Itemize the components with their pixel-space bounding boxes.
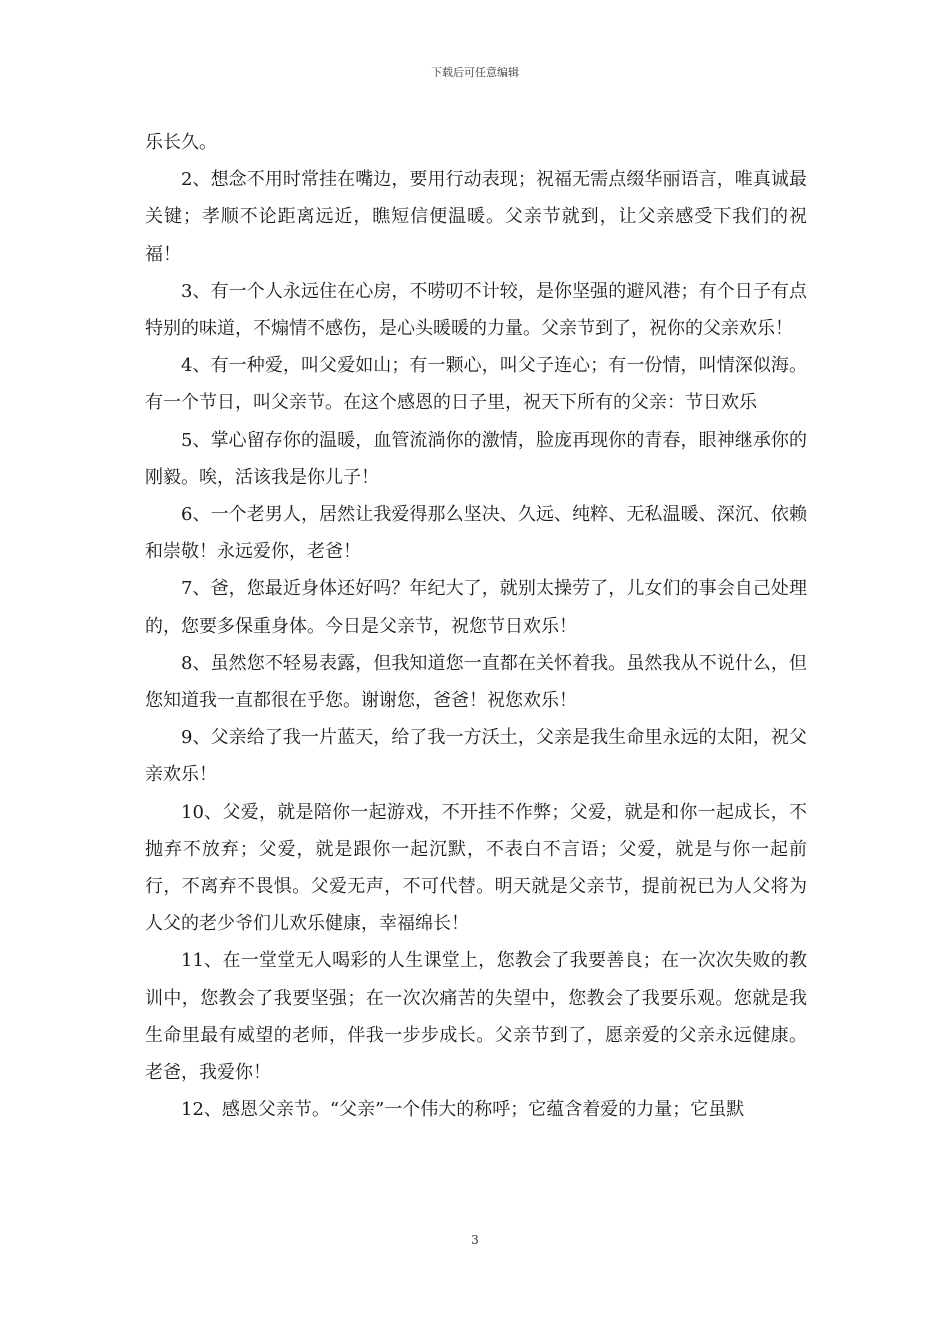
- paragraph-11: 11、在一堂堂无人喝彩的人生课堂上，您教会了我要善良；在一次次失败的教训中，您教会了我要坚强；在一次次痛苦的失望中，您教会了我要乐观。您就是我生命里最有威望的老师，伴我一步步成长。父亲节到了，愿亲爱的父亲永远健康。老爸，我爱你！: [145, 950, 807, 1084]
- page-header: 下载后可任意编辑: [431, 66, 519, 79]
- paragraph-5: 5、掌心留存你的温暖，血管流淌你的激情，脸庞再现你的青春，眼神继承你的刚毅。唉，活该我是你儿子！: [145, 429, 807, 488]
- paragraph-12: 12、感恩父亲节。“父亲”一个伟大的称呼；它蕴含着爱的力量；它虽默: [181, 1099, 745, 1121]
- paragraph-3: 3、有一个人永远住在心房，不唠叨不计较，是你坚强的避风港；有个日子有点特别的味道，不煽情不感伤，是心头暖暖的力量。父亲节到了，祝你的父亲欢乐！: [145, 280, 807, 340]
- page-number: 3: [471, 1233, 479, 1247]
- paragraph-7: 7、爸，您最近身体还好吗？年纪大了，就别太操劳了，儿女们的事会自己处理的，您要多保重身体。今日是父亲节，祝您节日欢乐！: [145, 578, 807, 637]
- paragraph-9: 9、父亲给了我一片蓝天，给了我一方沃土，父亲是我生命里永远的太阳，祝父亲欢乐！: [145, 727, 807, 786]
- paragraph-4: 4、有一种爱，叫父爱如山；有一颗心，叫父子连心；有一份情，叫情深似海。有一个节日，叫父亲节。在这个感恩的日子里，祝天下所有的父亲：节日欢乐: [145, 355, 807, 414]
- paragraph-10: 10、父爱，就是陪你一起游戏，不开挂不作弊；父爱，就是和你一起成长，不抛弃不放弃；父爱，就是跟你一起沉默，不表白不言语；父爱，就是与你一起前行，不离弃不畏惧。父爱无声，不可代替。明天就是父亲节，提前祝已为人父将为人父的老少爷们儿欢乐健康，幸福绵长！: [145, 801, 807, 935]
- paragraph-6: 6、一个老男人，居然让我爱得那么坚决、久远、纯粹、无私温暖、深沉、依赖和崇敬！永远爱你，老爸！: [145, 504, 807, 563]
- paragraph-2: 2、想念不用时常挂在嘴边，要用行动表现；祝福无需点缀华丽语言，唯真诚最关键；孝顺不论距离远近，瞧短信便温暖。父亲节就到，让父亲感受下我们的祝福！: [145, 169, 807, 265]
- document-body: [145, 124, 807, 1128]
- paragraph-8: 8、虽然您不轻易表露，但我知道您一直都在关怀着我。虽然我从不说什么，但您知道我一直都很在乎您。谢谢您，爸爸！祝您欢乐！: [145, 652, 807, 712]
- paragraph-continuation: 乐长久。: [145, 132, 217, 153]
